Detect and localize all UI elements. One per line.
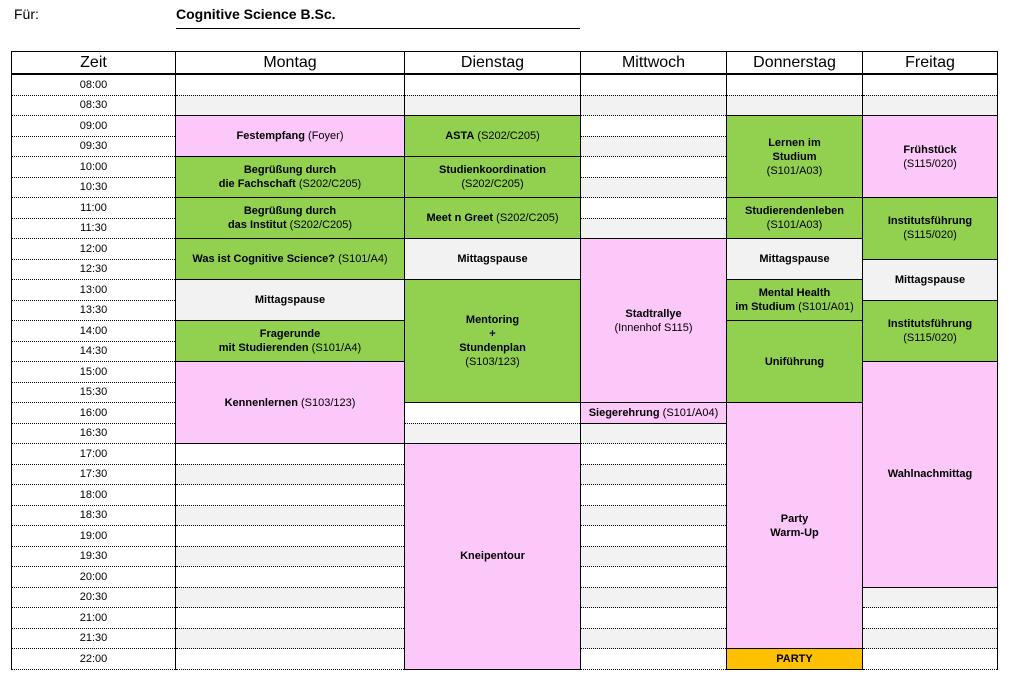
event-title: Stundenplan — [459, 342, 526, 354]
schedule-body — [12, 74, 998, 669]
event-line — [863, 228, 997, 242]
event-line — [727, 526, 862, 540]
empty-slot — [176, 628, 405, 649]
event-title: Mittagspause — [759, 253, 830, 265]
program-name: Cognitive Science B.Sc. — [176, 6, 580, 29]
event-line — [405, 252, 580, 266]
empty-slot — [581, 177, 727, 198]
event-line — [176, 252, 404, 266]
event-line — [727, 252, 862, 266]
column-header-wednesday: Mittwoch — [581, 52, 727, 75]
event-line — [405, 177, 580, 191]
time-cell: 13:30 — [12, 300, 176, 321]
event-line — [863, 143, 997, 157]
event-line — [405, 327, 580, 341]
empty-slot — [727, 74, 863, 95]
empty-slot — [863, 95, 998, 116]
event-location: (S101/A4) — [335, 253, 388, 265]
event-location: (Innenhof S115) — [614, 321, 693, 334]
event-location: (Foyer) — [304, 130, 344, 142]
empty-slot — [581, 464, 727, 485]
event-location: (S202/C205) — [493, 212, 559, 224]
empty-slot — [581, 485, 727, 506]
event-title: Mentoring — [465, 314, 520, 326]
event-line — [176, 341, 404, 355]
empty-slot — [581, 423, 727, 444]
empty-slot — [176, 505, 405, 526]
event-title: Was ist Cognitive Science? — [192, 253, 336, 265]
event-line — [863, 467, 997, 481]
event-line — [176, 396, 404, 410]
event-title: Festempfang — [236, 130, 305, 142]
event-title: im Studium — [735, 301, 796, 313]
empty-slot — [581, 136, 727, 157]
empty-slot — [176, 567, 405, 588]
time-cell: 11:00 — [12, 198, 176, 219]
event-title: Meet n Greet — [426, 212, 494, 224]
event-title: Studienkoordination — [439, 164, 546, 176]
empty-slot — [581, 218, 727, 239]
event-line — [176, 177, 404, 191]
empty-slot — [581, 608, 727, 629]
event-title: ASTA — [445, 130, 475, 142]
time-row — [12, 280, 998, 301]
empty-slot — [176, 608, 405, 629]
empty-slot — [176, 485, 405, 506]
event-location: (S103/123) — [465, 356, 520, 368]
empty-slot — [581, 95, 727, 116]
time-cell: 17:30 — [12, 464, 176, 485]
time-cell: 15:30 — [12, 382, 176, 403]
event-title: Wahlnachmittag — [887, 468, 973, 481]
time-cell: 20:00 — [12, 567, 176, 588]
event-title: Begrüßung durch — [243, 205, 337, 217]
event-title: mit Studierenden — [218, 342, 309, 354]
event-party — [727, 649, 863, 670]
event-location: (S202/C205) — [474, 130, 540, 142]
event-stadtrallye — [581, 239, 727, 403]
empty-slot — [176, 74, 405, 95]
time-cell: 19:00 — [12, 526, 176, 547]
empty-slot — [405, 74, 581, 95]
event-title: die Fachschaft — [218, 178, 296, 190]
event-title: Institutsführung — [887, 215, 973, 228]
empty-slot — [581, 628, 727, 649]
empty-slot — [863, 628, 998, 649]
time-cell: 14:30 — [12, 341, 176, 362]
time-cell: 21:30 — [12, 628, 176, 649]
empty-slot — [581, 116, 727, 137]
empty-slot — [581, 649, 727, 670]
event-title: Mental Health — [758, 287, 831, 299]
event-institutsfuehrung-1 — [863, 198, 998, 260]
event-kennenlernen — [176, 362, 405, 444]
event-location: (S101/A04) — [659, 406, 719, 419]
empty-slot — [581, 567, 727, 588]
event-line — [727, 164, 862, 178]
event-line — [863, 214, 997, 228]
time-row — [12, 198, 998, 219]
time-cell: 13:00 — [12, 280, 176, 301]
event-title: Uniführung — [764, 355, 825, 368]
event-title: Frühstück — [903, 143, 957, 156]
event-begruessung-institut — [176, 198, 405, 239]
event-party-warmup — [727, 403, 863, 649]
event-title: Fragerunde — [259, 328, 321, 340]
event-title: das Institut — [227, 219, 287, 231]
empty-slot — [863, 608, 998, 629]
time-cell: 14:00 — [12, 321, 176, 342]
event-line — [176, 327, 404, 341]
empty-slot — [176, 464, 405, 485]
event-mentoring — [405, 280, 581, 403]
event-line — [176, 204, 404, 218]
event-title: Studium — [772, 150, 817, 163]
event-line — [176, 129, 404, 143]
empty-slot — [176, 95, 405, 116]
event-title: Institutsführung — [887, 317, 973, 330]
event-meet-n-greet — [405, 198, 581, 239]
event-location: (S101/A03) — [766, 164, 823, 177]
event-studierendenleben — [727, 198, 863, 239]
empty-slot — [581, 587, 727, 608]
event-line — [405, 355, 580, 369]
event-line — [405, 129, 580, 143]
empty-slot — [176, 649, 405, 670]
event-title: Mittagspause — [457, 253, 528, 265]
empty-slot — [727, 95, 863, 116]
event-line — [727, 286, 862, 300]
time-cell: 21:00 — [12, 608, 176, 629]
event-begruessung-fachschaft — [176, 157, 405, 198]
event-mittagspause-di — [405, 239, 581, 280]
empty-slot — [176, 444, 405, 465]
column-header-friday: Freitag — [863, 52, 998, 75]
event-line — [176, 163, 404, 177]
event-title: Kneipentour — [460, 550, 525, 563]
column-header-monday: Montag — [176, 52, 405, 75]
event-wahlnachmittag — [863, 362, 998, 588]
event-title: Lernen im — [768, 136, 821, 149]
time-row — [12, 239, 998, 260]
event-line — [863, 273, 997, 287]
empty-slot — [405, 403, 581, 424]
event-location: (S101/A01) — [795, 301, 854, 313]
time-cell: 12:00 — [12, 239, 176, 260]
event-title: Siegerehrung — [588, 406, 660, 419]
empty-slot — [581, 505, 727, 526]
event-line — [863, 157, 997, 171]
schedule-table — [11, 51, 998, 670]
event-line — [581, 406, 726, 420]
event-line — [405, 313, 580, 327]
event-was-ist-cogsci — [176, 239, 405, 280]
event-mittagspause-fr — [863, 259, 998, 300]
empty-slot — [581, 74, 727, 95]
event-line — [405, 163, 580, 177]
time-cell: 10:30 — [12, 177, 176, 198]
event-title: Party — [780, 512, 809, 525]
event-line — [727, 355, 862, 369]
event-studienkoordination — [405, 157, 581, 198]
event-lernen-im-studium — [727, 116, 863, 198]
empty-slot — [581, 444, 727, 465]
empty-slot — [176, 587, 405, 608]
event-line — [863, 317, 997, 331]
empty-slot — [405, 423, 581, 444]
empty-slot — [176, 526, 405, 547]
event-location: (S101/A4) — [308, 342, 362, 354]
event-line — [176, 218, 404, 232]
time-cell: 16:30 — [12, 423, 176, 444]
time-cell: 09:30 — [12, 136, 176, 157]
event-title: Studierendenleben — [744, 205, 845, 217]
event-line — [727, 218, 862, 232]
event-line — [405, 341, 580, 355]
event-title: Stadtrallye — [625, 307, 682, 320]
time-cell: 18:30 — [12, 505, 176, 526]
time-row — [12, 403, 998, 424]
time-cell: 10:00 — [12, 157, 176, 178]
time-cell: 18:00 — [12, 485, 176, 506]
event-title: PARTY — [776, 652, 813, 665]
column-header-tuesday: Dienstag — [405, 52, 581, 75]
event-location: (S115/020) — [903, 229, 957, 242]
event-line — [727, 300, 862, 314]
event-title: Mittagspause — [254, 294, 326, 306]
event-line — [405, 211, 580, 225]
event-line — [405, 549, 580, 563]
event-location: (S115/020) — [903, 331, 957, 344]
event-mental-health — [727, 280, 863, 321]
empty-slot — [176, 546, 405, 567]
event-location: (S202/C205) — [286, 219, 353, 231]
event-line — [176, 293, 404, 307]
event-line — [727, 652, 862, 666]
time-cell: 20:30 — [12, 587, 176, 608]
time-cell: 08:30 — [12, 95, 176, 116]
empty-slot — [581, 198, 727, 219]
event-kneipentour — [405, 444, 581, 670]
empty-slot — [863, 74, 998, 95]
day-header-row — [12, 52, 998, 75]
column-header-time: Zeit — [12, 52, 176, 75]
time-cell: 12:30 — [12, 259, 176, 280]
event-location: (S202/C205) — [461, 178, 524, 190]
column-header-thursday: Donnerstag — [727, 52, 863, 75]
time-cell: 19:30 — [12, 546, 176, 567]
event-line — [727, 150, 862, 164]
event-title: Begrüßung durch — [243, 164, 337, 176]
event-fruehstueck — [863, 116, 998, 198]
event-festempfang — [176, 116, 405, 157]
empty-slot — [863, 587, 998, 608]
empty-slot — [581, 157, 727, 178]
empty-slot — [581, 526, 727, 547]
time-cell: 08:00 — [12, 74, 176, 95]
time-cell: 16:00 — [12, 403, 176, 424]
time-row — [12, 74, 998, 95]
event-line — [863, 331, 997, 345]
time-cell: 09:00 — [12, 116, 176, 137]
event-asta — [405, 116, 581, 157]
event-line — [727, 136, 862, 150]
time-row — [12, 95, 998, 116]
event-line — [581, 321, 726, 335]
event-title: Mittagspause — [894, 273, 966, 286]
event-location: (S101/A03) — [766, 219, 823, 231]
event-mittagspause-mo — [176, 280, 405, 321]
event-location: (S202/C205) — [295, 178, 362, 190]
event-line — [727, 204, 862, 218]
event-title: + — [489, 328, 496, 340]
event-unifuehrung — [727, 321, 863, 403]
event-siegerehrung — [581, 403, 727, 424]
event-fragerunde — [176, 321, 405, 362]
time-cell: 15:00 — [12, 362, 176, 383]
time-cell: 11:30 — [12, 218, 176, 239]
time-cell: 22:00 — [12, 649, 176, 670]
time-cell: 17:00 — [12, 444, 176, 465]
time-row — [12, 116, 998, 137]
event-mittagspause-do — [727, 239, 863, 280]
event-title: Kennenlernen — [224, 396, 298, 409]
empty-slot — [863, 649, 998, 670]
event-line — [727, 512, 862, 526]
event-line — [581, 307, 726, 321]
empty-slot — [581, 546, 727, 567]
event-institutsfuehrung-2 — [863, 300, 998, 362]
header-label: Für: — [14, 6, 39, 22]
event-location: (S115/020) — [903, 157, 957, 170]
event-location: (S103/123) — [297, 396, 356, 409]
empty-slot — [405, 95, 581, 116]
event-title: Warm-Up — [770, 526, 819, 539]
